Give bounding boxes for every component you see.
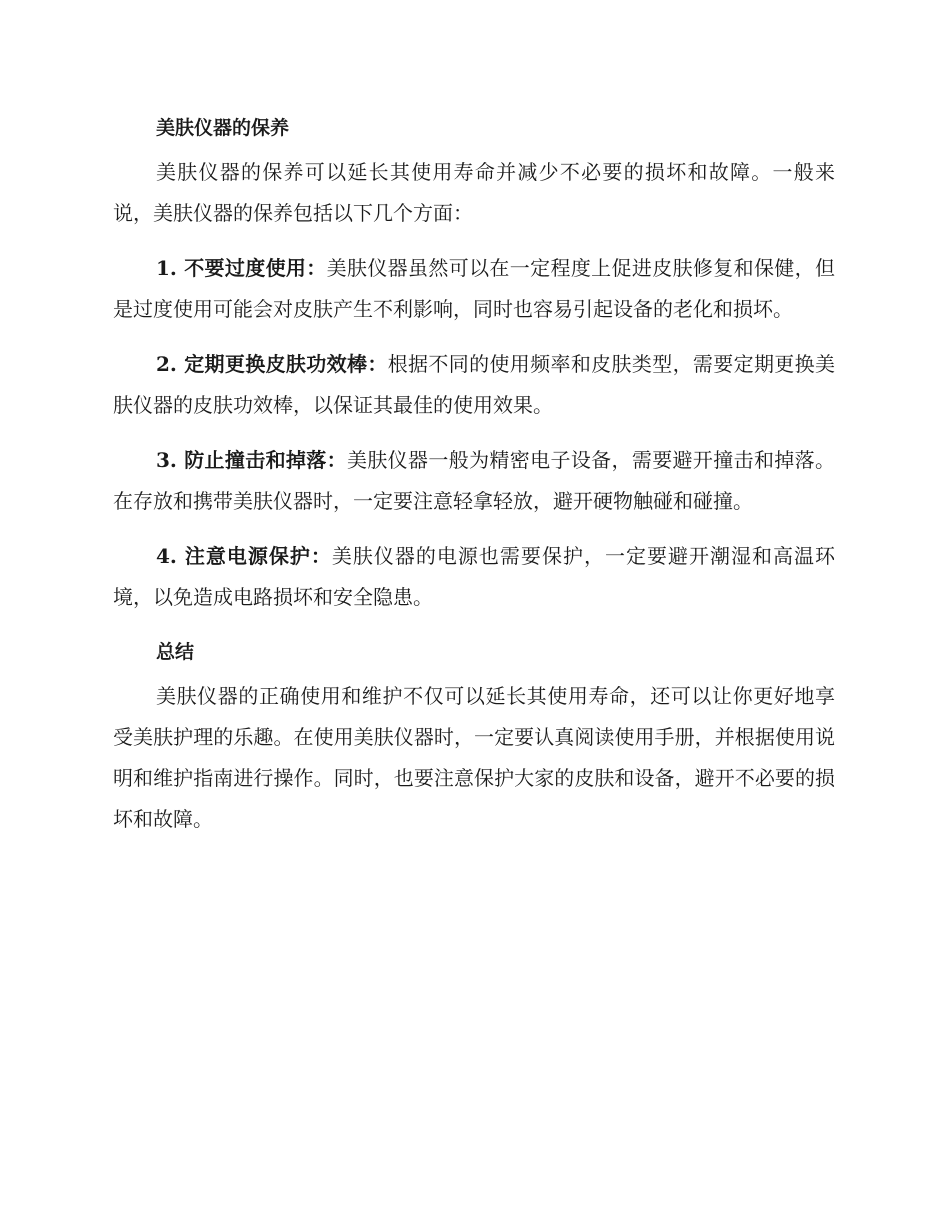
- section-heading-maintenance: 美肤仪器的保养: [156, 117, 290, 139]
- item-text: 美肤仪器虽然可以在一定程度上促进皮肤修复和保健，但是过度使用可能会对皮肤产生不利影响，同时也容易引起设备的老化和损坏。: [113, 256, 836, 321]
- item-label: 3. 防止撞击和掉落：: [156, 448, 347, 472]
- item-label: 1. 不要过度使用：: [156, 256, 327, 280]
- item-text: 根据不同的使用频率和皮肤类型，需要定期更换美肤仪器的皮肤功效棒，以保证其最佳的使用效果。: [113, 352, 836, 417]
- section-heading-summary: 总结: [156, 641, 195, 663]
- maintenance-item-2: [113, 344, 835, 426]
- summary-paragraph: 美肤仪器的正确使用和维护不仅可以延长其使用寿命，还可以让你更好地享受美肤护理的乐趣。在使用美肤仪器时，一定要认真阅读使用手册，并根据使用说明和维护指南进行操作。同时，也要注意保护大家的皮肤和设备，避开不必要的损坏和故障。: [113, 684, 835, 831]
- maintenance-item-3: [113, 440, 835, 522]
- maintenance-item-1: [113, 248, 835, 330]
- maintenance-intro-paragraph: 美肤仪器的保养可以延长其使用寿命并减少不必要的损坏和故障。一般来说，美肤仪器的保养包括以下几个方面：: [113, 160, 835, 225]
- document-page: [113, 108, 835, 854]
- item-text: 美肤仪器的电源也需要保护，一定要避开潮湿和高温环境，以免造成电路损坏和安全隐患。: [113, 544, 836, 609]
- item-text: 美肤仪器一般为精密电子设备，需要避开撞击和掉落。在存放和携带美肤仪器时，一定要注意轻拿轻放，避开硬物触碰和碰撞。: [113, 448, 836, 513]
- maintenance-item-4: [113, 536, 835, 618]
- item-label: 4. 注意电源保护：: [156, 544, 332, 568]
- item-label: 2. 定期更换皮肤功效棒：: [156, 352, 388, 376]
